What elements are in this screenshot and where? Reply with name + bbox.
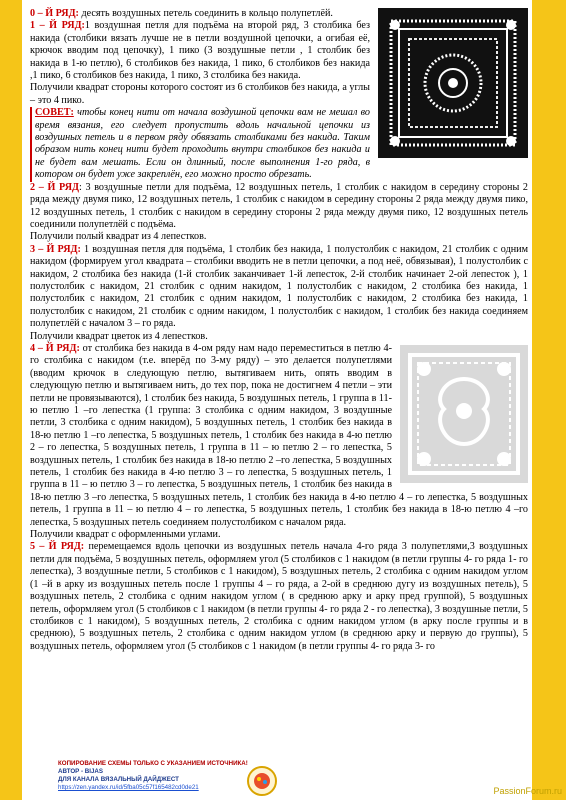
row-3-paragraph — [30, 244, 528, 331]
row-1-label: 1 – Й РЯД: — [30, 20, 85, 32]
document-page — [22, 0, 532, 800]
row-1-result: Получили квадрат стороны которого состоят из 6 столбиков без накида, а углы – это 4 пико. — [30, 82, 370, 106]
row-5-text: перемещаемся вдоль цепочки из воздушных петель начала 4-го ряда 3 полупетлями,3 воздушных петли для подъёма, 5 воздушных петель, оформляем угол (5 столбиков с 1 накидом (в петли группы 4- го ряда 1- го лепестка), 3 воздушные петли, 5 столбиков с 1 накидом), 5 воздушных петель, 2 столбика с одним накидом углом (1 –й в арку из воздушных петель после 1 группы 4 – го ряда, а 2-ой в среднюю дугу из воздушных петель), 5 воздушных петель, 2 столбика с одним накидом углом ( в среднюю арку и арку пред группой), 5 воздушных петель, оформляем угол (5 столбиков с 1 накидом (в петли группы 4- го ряда 2 - го лепестка), 3 воздушные петли, 5 столбиков с 1 накидом), 5 воздушных петель, 2 столбика с одним накидом углом (в арку после группы и в среднюю), 5 воздушных петель, 2 столбика с одним накидом углом (в среднюю арку и первую до группы), 5 воздушных петель, оформляем угол (5 столбиков с 1 накидом (в петли группы 4- го ряда 3- го — [30, 541, 528, 652]
row-5-paragraph — [30, 541, 528, 653]
site-watermark: PassionForum.ru — [493, 786, 562, 796]
copyright-notice: КОПИРОВАНИЕ СХЕМЫ ТОЛЬКО С УКАЗАНИЕМ ИСТОЧНИКА! — [58, 760, 248, 767]
row-3-text: 1 воздушная петля для подъёма, 1 столбик без накида, 1 полустолбик с накидом, 21 столбик с одним накидом (формируем угол квадрата – столбики вводить не в петли цепочки, а под неё, обвязывая), 1 полустолбик с накидом, 2 столбика без накида (1-й столбик заканчивает 1-й лепесток, 2-й столбик начинает 2-ой лепесток ), 1 полустолбик с накидом, 21 столбик с одним накидом, 1 полустолбик с накидом, 2 столбика без накида, 1 полустолбик с накидом, 21 столбик с одним накидом, 1 полустолбик с накидом, 2 столбика без накида, 1 полустолбик с накидом, 21 столбик с одним накидом, 1 полустолбик с накидом, 1 столбик без накида соединяем полупетлёй с началом 3 – го ряда. — [30, 243, 528, 330]
row-2-paragraph — [30, 182, 528, 232]
document-body — [30, 8, 528, 653]
row-0-text: десять воздушных петель соединить в кольцо полупетлёй. — [78, 8, 333, 19]
row-4-result: Получили квадрат с оформленными углами. — [30, 529, 221, 541]
row-1-text: 1 воздушная петля для подъёма на второй ряд, 3 столбика без накида (столбики вязать лучше не в петли воздушной цепочки, а огибая её, крючок вводим под цепочку), 1 пико (3 воздушные петли , 1 столбик без накида в 1-ю петлю), 6 столбиков без накида, 1 пико, 6 столбиков без накида ,1 пико, 6 столбиков без накида, 1 пико, 3 столбика без накида. — [30, 20, 370, 82]
row-5-label: 5 – Й РЯД: — [30, 541, 85, 553]
crochet-square-photo-1 — [378, 8, 528, 158]
tip-label: СОВЕТ: — [35, 107, 74, 119]
row-2-text: : 3 воздушные петли для подъёма, 12 воздушных петель, 1 столбик с накидом в середину стороны 2 ряда между двумя пико, 12 воздушных петель, 1 столбик с накидом в середину стороны 2 ряда между двумя пико, 12 воздушных петель, 1 столбик с накидом в середину стороны 2 ряда между двумя пико, 12 воздушных петель соединили полупетлёй с подъёма. — [30, 181, 528, 230]
crochet-square-photo-2 — [400, 345, 528, 483]
digest-logo-icon — [246, 765, 278, 797]
tip-text: чтобы конец нити от начала воздушной цепочки вам не мешал во время вязания, его следует пропустить вдоль начальной цепочки из воздушных петель и в первом ряду обвязать столбиками без накида. Таким образом нить конец нити будет проходить внутри столбиков без накида и не будет вам мешать. Если он длинный, после выполнения 1-го ряда, в котором он будет уже закреплён, его можно просто обрезать. — [35, 107, 370, 181]
row-3-result: Получили квадрат цветок из 4 лепестков. — [30, 330, 208, 342]
row-2-label: 2 – Й РЯД — [30, 181, 79, 193]
row-2-result: Получили полый квадрат из 4 лепестков. — [30, 231, 207, 243]
row-4-text: от столбика без накида в 4-ом ряду нам надо переместиться в петлю 4- го столбика с накидом (т.е. вперёд по 3-му ряду) – это делается полупетлями (вводим крючок в следующую петлю, вытягиваем нить, опять вводим в следующую петлю и вытягиваем нить, до тех пор, пока не достигнем 4 петли – эти петли не провязываются), 1 столбик без накида, 5 воздушных петель, 1 группа в 11-ю петлю 1 –го лепестка (1 группа: 3 столбика с одним накидом, 3 воздушные петли, 3 столбика с одним накидом), 5 воздушных петель, 1 столбик без накида в 18-ю петлю 1 –го лепестка, 5 воздушных петель, 1 столбик без накида в 4-ю петлю 2 – го лепестка, 5 воздушных петель, 1 группа в 11 – ю петлю 2 – го лепестка, 5 воздушных петель, 1 столбик без накида в 18-ю петлю 2 –го лепестка, 5 воздушных петель, 1 столбик без накида в 4-ю петлю 3 – го лепестка, 5 воздушных петель, 1 группа в 11 – ю петлю 3 – го лепестка, 5 воздушных петель, 1 столбик без накида в 18-ю петлю 3 –го лепестка, 5 воздушных петель, 1 столбик без накида в 4-ю петлю 4 – го лепестка, 5 воздушных петель, 1 группа в 11 – ю петлю 4 – го лепестка, 5 воздушных петель, 1 столбик без накида в 18-ю петлю 4 –го лепестка, 5 воздушных петель соединяем полустолбиком с началом ряда. — [30, 342, 528, 528]
lace-square-graphic — [404, 349, 524, 479]
row-0-label: 0 – Й РЯД: — [30, 8, 79, 19]
row-4-label: 4 – Й РЯД: — [30, 342, 80, 354]
crochet-motif-graphic — [383, 13, 523, 153]
channel-link[interactable]: https://zen.yandex.ru/id/5fba05c57f165482cd0de21 — [58, 784, 199, 791]
author-line: АВТОР - BIJAS — [58, 768, 103, 775]
row-3-label: 3 – Й РЯД: — [30, 243, 81, 255]
channel-line: ДЛЯ КАНАЛА ВЯЗАЛЬНЫЙ ДАЙДЖЕСТ — [58, 776, 179, 783]
